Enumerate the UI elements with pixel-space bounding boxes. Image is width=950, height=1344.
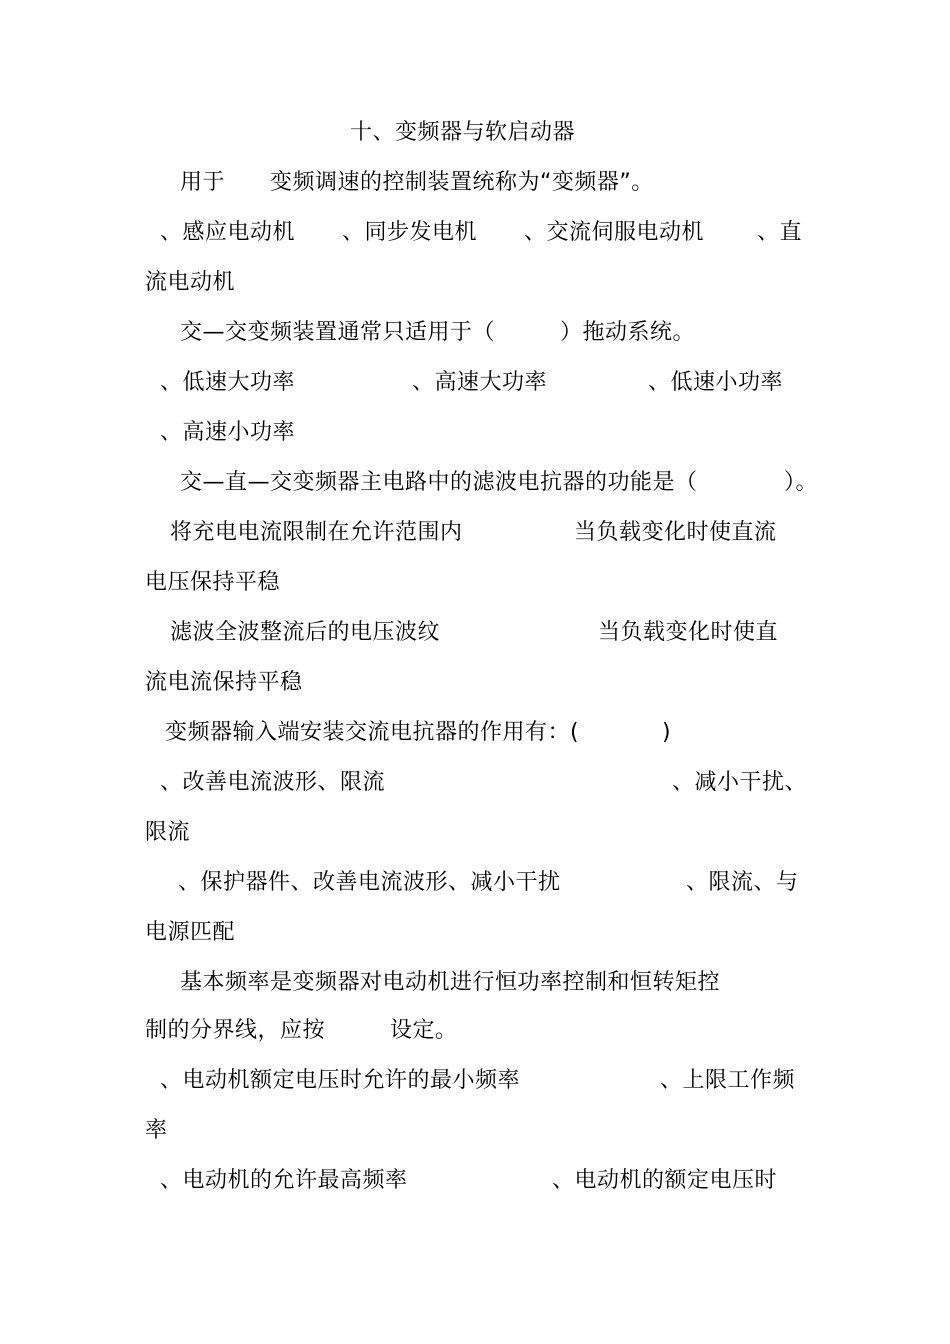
q4-option-a: 、改善电流波形、限流	[160, 770, 386, 795]
q5-option-b-cont: 率	[145, 1118, 168, 1143]
q3-option-c: 滤波全波整流后的电压波纹	[170, 620, 441, 645]
q5-text-a: 基本频率是变频器对电动机进行恒功率控制和恒转矩控	[180, 970, 721, 995]
q3-option-b-cont: 电压保持平稳	[145, 570, 281, 595]
q2-option-c: 、低速小功率	[648, 370, 784, 395]
q4-option-b: 、减小干扰、	[672, 770, 808, 795]
q3-option-d: 当负载变化时使直	[598, 620, 779, 645]
q4-option-d-cont: 电源匹配	[145, 920, 236, 945]
q4-option-c: 、保护器件、改善电流波形、减小干扰	[178, 870, 561, 895]
q4-text-a: 变频器输入端安装交流电抗器的作用有：(	[165, 720, 580, 745]
q2-text-b: ）拖动系统。	[560, 320, 696, 345]
q5-text-c: 设定。	[390, 1018, 458, 1043]
q2-option-d: 、高速小功率	[160, 420, 296, 445]
q1-option-b: 、同步发电机	[342, 220, 478, 245]
q5-option-b: 、上限工作频	[660, 1068, 796, 1093]
q4-text-b: )	[662, 720, 672, 745]
q1-option-d-cont: 流电动机	[145, 270, 236, 295]
q3-text-a: 交—直—交变频器主电路中的滤波电抗器的功能是（	[180, 470, 698, 495]
q2-text-a: 交—交变频装置通常只适用于（	[180, 320, 496, 345]
q4-option-b-cont: 限流	[145, 820, 191, 845]
q1-option-a: 、感应电动机	[160, 220, 296, 245]
q3-text-b: ）。	[784, 470, 819, 495]
q1-text-b: 变频调速的控制装置统称为“变频器”。	[270, 170, 654, 195]
q2-option-b: 、高速大功率	[412, 370, 548, 395]
q5-option-a: 、电动机额定电压时允许的最小频率	[160, 1068, 521, 1093]
q1-option-d: 、直	[757, 220, 803, 245]
q5-option-d: 、电动机的额定电压时	[552, 1168, 778, 1193]
q5-text-b: 制的分界线，应按	[145, 1018, 326, 1043]
q2-option-a: 、低速大功率	[160, 370, 296, 395]
q3-option-b: 当负载变化时使直流	[574, 520, 777, 545]
q3-option-a: 将充电电流限制在允许范围内	[170, 520, 463, 545]
q4-option-d: 、限流、与	[686, 870, 799, 895]
page-title: 十、变频器与软启动器	[350, 120, 576, 145]
q1-text-a: 用于	[180, 170, 226, 195]
q3-option-d-cont: 流电流保持平稳	[145, 670, 303, 695]
q1-option-c: 、交流伺服电动机	[524, 220, 705, 245]
q5-option-c: 、电动机的允许最高频率	[160, 1168, 408, 1193]
